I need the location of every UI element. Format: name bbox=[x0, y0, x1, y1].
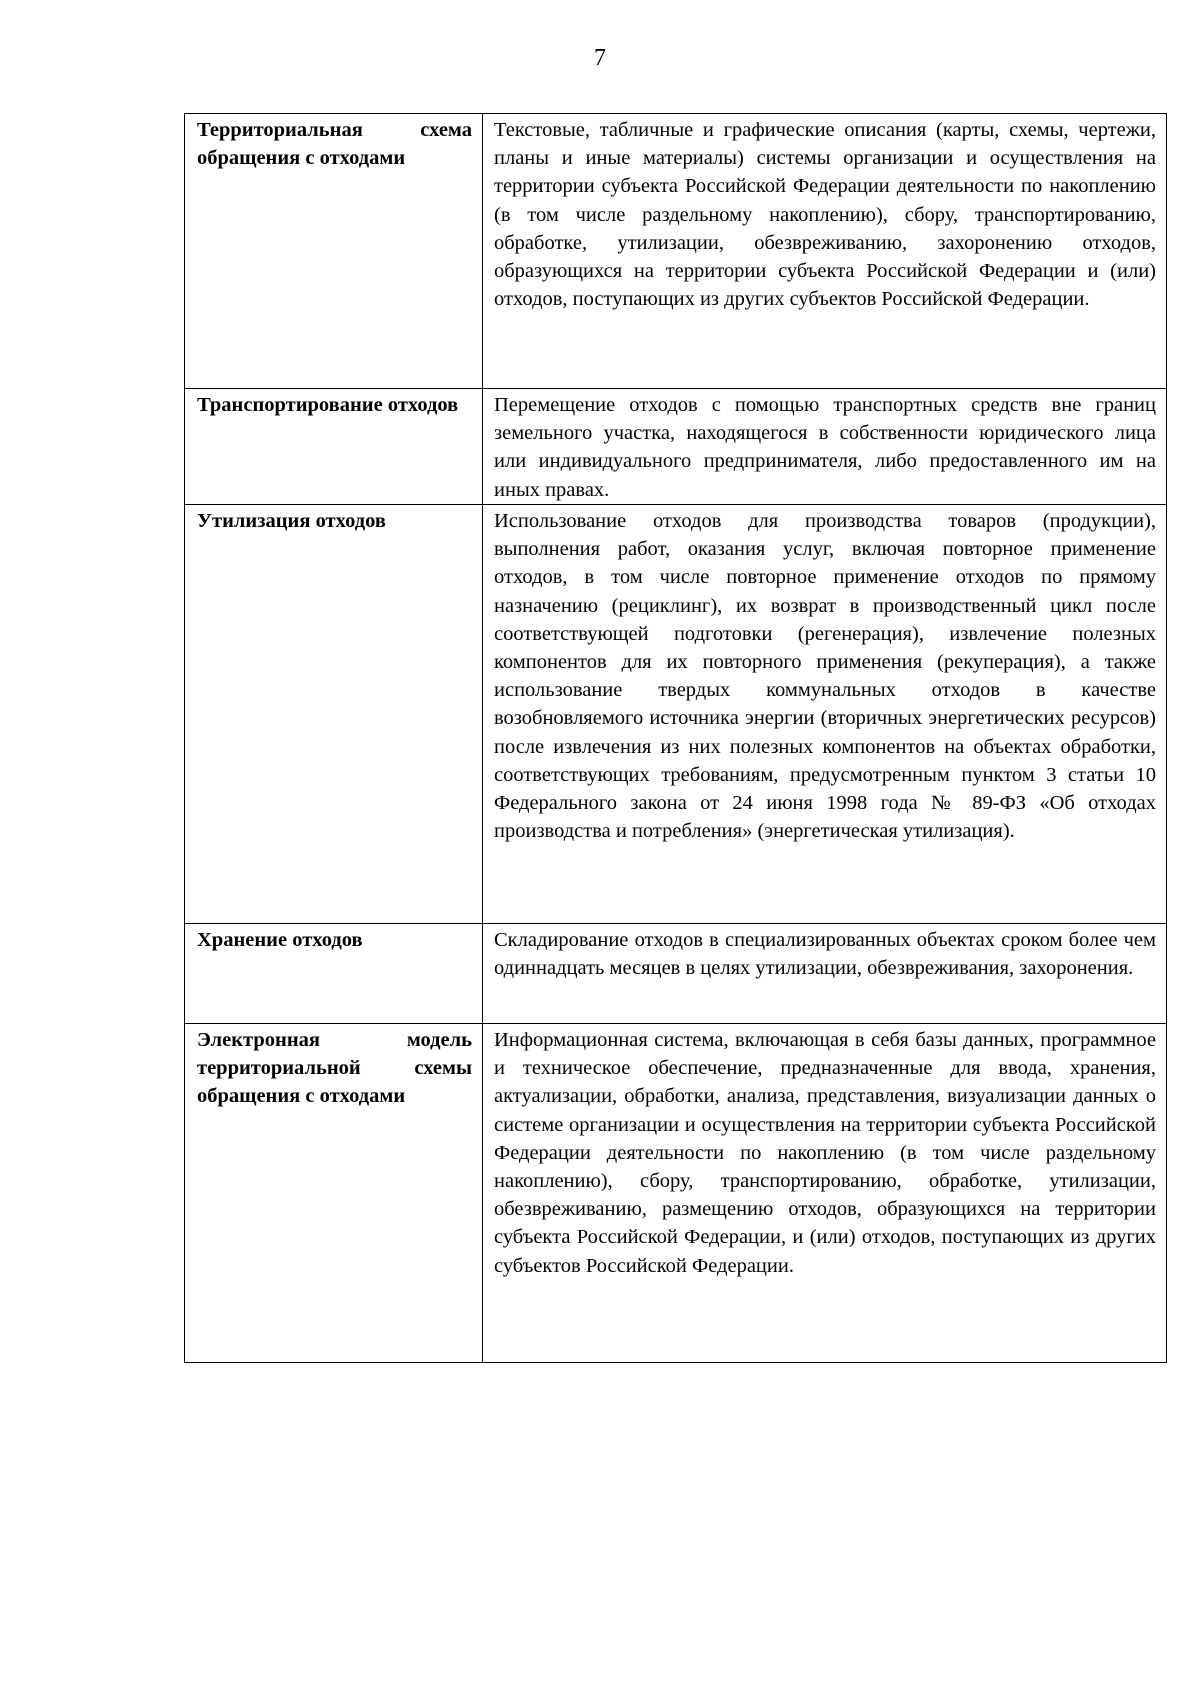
table-row bbox=[185, 114, 1167, 389]
definition-cell: Текстовые, табличные и графические описания (карты, схемы, чертежи, планы и иные материалы) системы организации и осуществления на территории субъекта Российской Федерации деятельности по накоплению (в том числе раздельному накоплению), сбору, транспортированию, обработке, утилизации, обезвреживанию, захоронению отходов, образующихся на территории субъекта Российской Федерации и (или) отходов, поступающих из других субъектов Российской Федерации. bbox=[483, 114, 1167, 389]
term-cell: Электронная модель территориальной схемы обращения с отходами bbox=[185, 1024, 483, 1363]
page-number: 7 bbox=[594, 45, 606, 71]
term-cell: Транспортирование отходов bbox=[185, 389, 483, 505]
definition-cell: Использование отходов для производства товаров (продукции), выполнения работ, оказания услуг, включая повторное применение отходов, в том числе повторное применение отходов по прямому назначению (рециклинг), их возврат в производственный цикл после соответствующей подготовки (регенерация), извлечение полезных компонентов для их повторного применения (рекуперация), а также использование твердых коммунальных отходов в качестве возобновляемого источника энергии (вторичных энергетических ресурсов) после извлечения из них полезных компонентов на объектах обработки, соответствующих требованиям, предусмотренным пунктом 3 статьи 10 Федерального закона от 24 июня 1998 года № 89-ФЗ «Об отходах производства и потребления» (энергетическая утилизация). bbox=[483, 505, 1167, 924]
term-cell: Утилизация отходов bbox=[185, 505, 483, 924]
table-row bbox=[185, 389, 1167, 505]
definition-cell: Информационная система, включающая в себя базы данных, программное и техническое обеспечение, предназначенные для ввода, хранения, актуализации, обработки, анализа, представления, визуализации данных о системе организации и осуществления на территории субъекта Российской Федерации деятельности по накоплению (в том числе раздельному накоплению), сбору, транспортированию, обработке, утилизации, обезвреживанию, размещению отходов, образующихся на территории субъекта Российской Федерации, и (или) отходов, поступающих из других субъектов Российской Федерации. bbox=[483, 1024, 1167, 1363]
term-cell: Территориальная схема обращения с отходами bbox=[185, 114, 483, 389]
definition-cell: Складирование отходов в специализированных объектах сроком более чем одиннадцать месяцев в целях утилизации, обезвреживания, захоронения. bbox=[483, 924, 1167, 1024]
term-cell: Хранение отходов bbox=[185, 924, 483, 1024]
terms-table bbox=[184, 113, 1167, 1363]
table-row bbox=[185, 924, 1167, 1024]
table-row bbox=[185, 505, 1167, 924]
definition-cell: Перемещение отходов с помощью транспортных средств вне границ земельного участка, находящегося в собственности юридического лица или индивидуального предпринимателя, либо предоставленного им на иных правах. bbox=[483, 389, 1167, 505]
table-row bbox=[185, 1024, 1167, 1363]
